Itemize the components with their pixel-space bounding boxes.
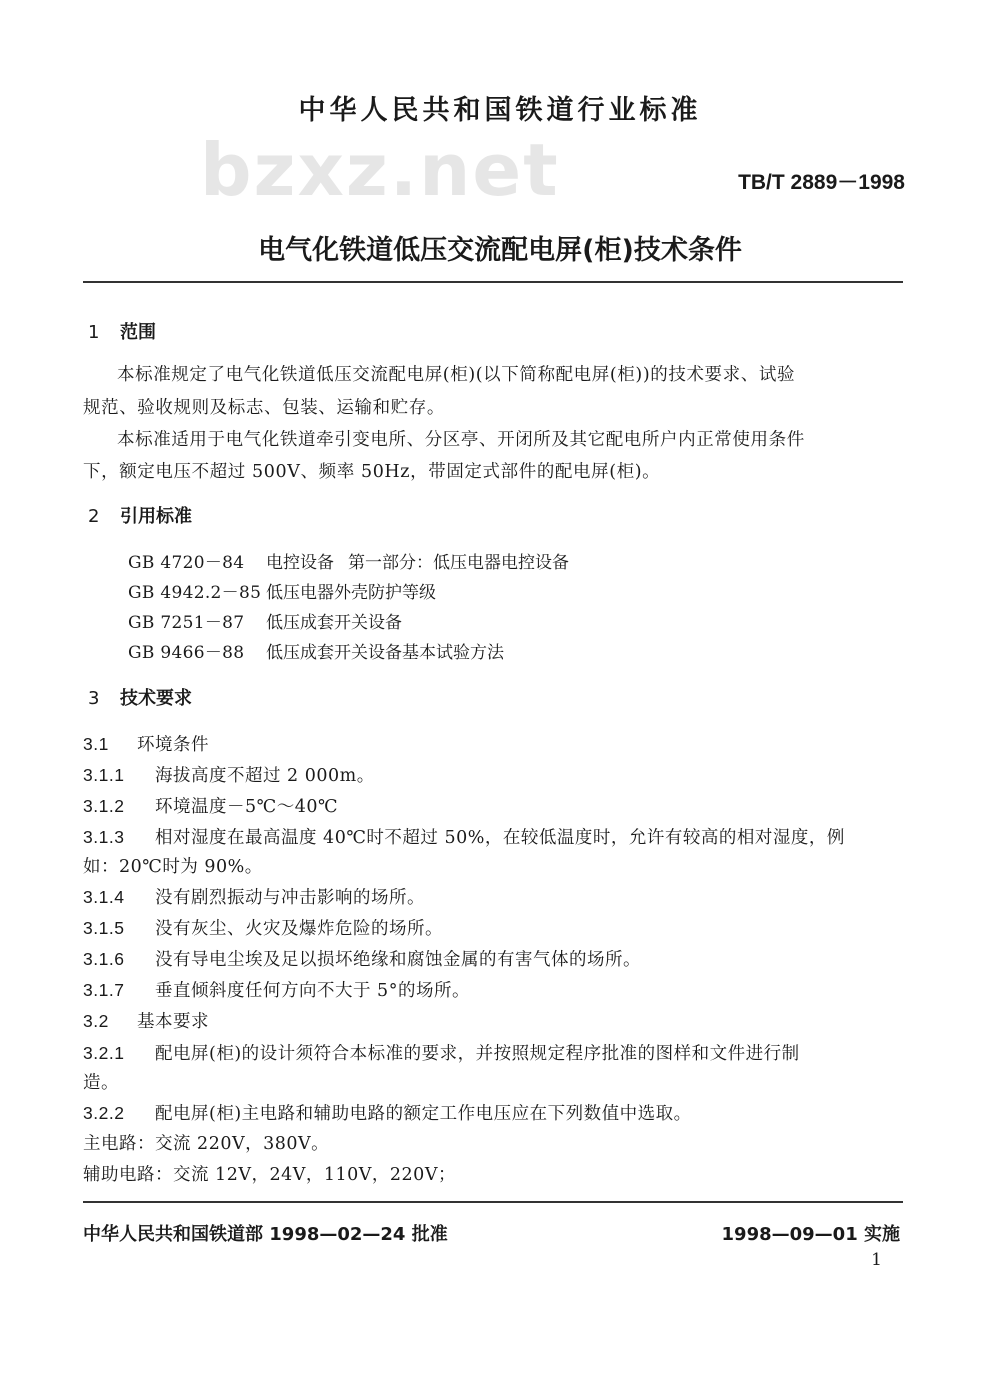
clause-text: 环境条件: [137, 735, 209, 755]
clause-text: 相对湿度在最高温度 40℃时不超过 50%，在较低温度时，允许有较高的相对湿度，例: [155, 828, 845, 848]
page-number: 1: [871, 1250, 882, 1270]
clause-number: 3.1.3: [83, 827, 125, 847]
clause-number: 3.1.5: [83, 918, 125, 938]
section-3-heading: [88, 684, 192, 710]
clause-text: 没有导电尘埃及足以损坏绝缘和腐蚀金属的有害气体的场所。: [155, 950, 641, 970]
clause-3-1-4: [83, 884, 425, 909]
title-divider: [83, 281, 903, 283]
clause-3-1-5: [83, 915, 443, 940]
standard-code: TB/T 2889－1998: [738, 171, 905, 194]
clause-number: 3.1.1: [83, 765, 125, 785]
clause-text: 辅助电路：交流 12V，24V，110V，220V；: [83, 1165, 456, 1185]
scope-paragraph-1-line-2: 规范、验收规则及标志、包装、运输和贮存。: [83, 398, 445, 418]
section-title: 范围: [120, 322, 156, 343]
reference-code: GB 7251－87: [128, 613, 245, 633]
watermark: bzxz.net: [200, 128, 560, 212]
approval-line: 中华人民共和国铁道部 1998—02—24 批准: [83, 1224, 448, 1245]
reference-title: 低压成套开关设备基本试验方法: [266, 643, 504, 663]
reference-title: 低压电器外壳防护等级: [266, 583, 436, 603]
clause-number: 3.2.1: [83, 1043, 125, 1063]
reference-code: GB 9466－88: [128, 643, 245, 663]
clause-text: 没有剧烈振动与冲击影响的场所。: [155, 888, 425, 908]
clause-3-1-7: [83, 977, 470, 1002]
reference-code: GB 4720－84: [128, 553, 245, 573]
clause-text: 没有灰尘、火灾及爆炸危险的场所。: [155, 919, 443, 939]
clause-number: 3.1.4: [83, 887, 125, 907]
clause-text: 配电屏(柜)的设计须符合本标准的要求，并按照规定程序批准的图样和文件进行制: [155, 1044, 800, 1064]
clause-text: 垂直倾斜度任何方向不大于 5°的场所。: [155, 981, 470, 1001]
scope-paragraph-1-line-1: 本标准规定了电气化铁道低压交流配电屏(柜)(以下简称配电屏(柜))的技术要求、试验: [117, 365, 796, 385]
footer-divider: [83, 1201, 903, 1203]
clause-3-1-6: [83, 946, 641, 971]
clause-number: 3.1.2: [83, 796, 125, 816]
section-number: 3: [88, 688, 100, 709]
clause-3-2-1-continued: [83, 1069, 119, 1094]
reference-item: [128, 608, 402, 633]
clause-3-1-3-continued: [83, 853, 263, 878]
reference-item: [128, 638, 504, 663]
issuing-standard-heading: 中华人民共和国铁道行业标准: [298, 95, 702, 126]
reference-code: GB 4942.2－85: [128, 583, 262, 603]
clause-number: 3.2.2: [83, 1103, 125, 1123]
clause-text: 主电路：交流 220V，380V。: [83, 1134, 330, 1154]
clause-number: 3.1.7: [83, 980, 125, 1000]
clause-text: 如：20℃时为 90%。: [83, 857, 263, 877]
scope-paragraph-2-line-2: 下，额定电压不超过 500V、频率 50Hz，带固定式部件的配电屏(柜)。: [83, 462, 661, 482]
reference-item: [128, 548, 569, 573]
clause-3-2: [83, 1008, 209, 1033]
reference-item: [128, 578, 436, 603]
auxiliary-circuit-voltages: [83, 1161, 456, 1186]
clause-3-2-1: [83, 1040, 800, 1065]
scope-paragraph-2-line-1: 本标准适用于电气化铁道牵引变电所、分区亭、开闭所及其它配电所户内正常使用条件: [117, 430, 805, 450]
section-title: 技术要求: [120, 688, 192, 709]
main-circuit-voltages: [83, 1130, 329, 1155]
section-number: 1: [88, 322, 100, 343]
clause-text: 造。: [83, 1073, 119, 1093]
section-title: 引用标准: [120, 506, 192, 527]
clause-text: 海拔高度不超过 2 000m。: [155, 766, 375, 786]
section-1-heading: [88, 318, 156, 344]
clause-3-2-2: [83, 1100, 692, 1125]
clause-number: 3.1: [83, 734, 109, 754]
clause-text: 环境温度－5℃～40℃: [155, 797, 339, 817]
section-number: 2: [88, 506, 100, 527]
reference-subtitle: 第一部分：低压电器电控设备: [348, 553, 569, 573]
clause-number: 3.1.6: [83, 949, 125, 969]
reference-title: 电控设备: [266, 553, 334, 573]
clause-text: 基本要求: [137, 1012, 209, 1032]
reference-title: 低压成套开关设备: [266, 613, 402, 633]
clause-3-1-2: [83, 793, 338, 818]
clause-3-1: [83, 731, 209, 756]
document-title: 电气化铁道低压交流配电屏(柜)技术条件: [258, 235, 742, 266]
effective-date-line: 1998—09—01 实施: [721, 1224, 900, 1245]
clause-3-1-3: [83, 824, 845, 849]
clause-text: 配电屏(柜)主电路和辅助电路的额定工作电压应在下列数值中选取。: [155, 1104, 692, 1124]
clause-3-1-1: [83, 762, 375, 787]
section-2-heading: [88, 502, 192, 528]
clause-number: 3.2: [83, 1011, 109, 1031]
